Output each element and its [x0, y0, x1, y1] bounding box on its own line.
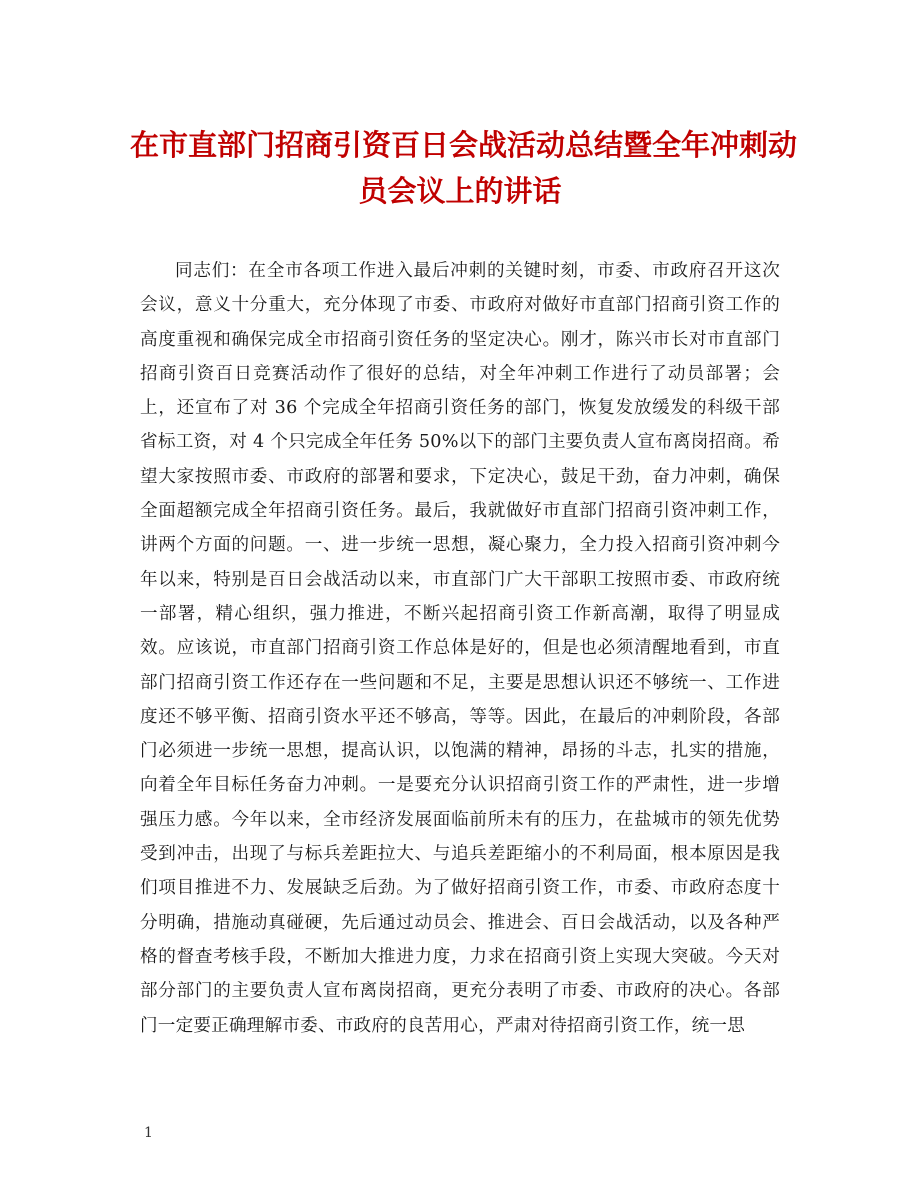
body-line: 强压力感。今年以来，全市经济发展面临前所未有的压力，在盐城市的领先优势 — [140, 809, 780, 830]
page-number: 1 — [144, 1125, 153, 1141]
body-line: 省标工资，对 4 个只完成全年任务 50%以下的部门主要负责人宣布离岗招商。希 — [140, 432, 780, 453]
body-line: 分明确，措施动真碰硬，先后通过动员会、推进会、百日会战活动，以及各种严 — [140, 912, 780, 933]
body-line: 向着全年目标任务奋力冲刺。一是要充分认识招商引资工作的严肃性，进一步增 — [140, 775, 780, 796]
body-line: 部门招商引资工作还存在一些问题和不足，主要是思想认识还不够统一、工作进 — [140, 672, 780, 693]
body-line: 一部署，精心组织，强力推进，不断兴起招商引资工作新高潮，取得了明显成 — [140, 603, 780, 624]
body-line: 讲两个方面的问题。一、进一步统一思想，凝心聚力，全力投入招商引资冲刺今 — [140, 535, 780, 556]
body-line: 同志们：在全市各项工作进入最后冲刺的关键时刻，市委、市政府召开这次 — [175, 261, 780, 281]
body-line: 招商引资百日竞赛活动作了很好的总结，对全年冲刺工作进行了动员部署；会 — [140, 363, 780, 384]
body-line: 望大家按照市委、市政府的部署和要求，下定决心，鼓足干劲，奋力冲刺，确保 — [140, 466, 780, 487]
title-line: 在市直部门招商引资百日会战活动总结暨全年冲刺动 — [130, 128, 798, 162]
body-line: 格的督查考核手段，不断加大推进力度，力求在招商引资上实现大突破。今天对 — [140, 946, 780, 967]
body-line: 度还不够平衡、招商引资水平还不够高，等等。因此，在最后的冲刺阶段，各部 — [140, 706, 780, 727]
body-line: 门必须进一步统一思想，提高认识，以饱满的精神，昂扬的斗志，扎实的措施， — [140, 741, 780, 762]
body-line: 部分部门的主要负责人宣布离岗招商，更充分表明了市委、市政府的决心。各部 — [140, 981, 780, 1002]
body-line: 上，还宣布了对 36 个完成全年招商引资任务的部门，恢复发放缓发的科级干部 — [140, 398, 780, 419]
body-line: 年以来，特别是百日会战活动以来，市直部门广大干部职工按照市委、市政府统 — [140, 569, 780, 590]
body-line: 全面超额完成全年招商引资任务。最后，我就做好市直部门招商引资冲刺工作， — [140, 501, 780, 522]
body-line: 效。应该说，市直部门招商引资工作总体是好的，但是也必须清醒地看到，市直 — [140, 638, 780, 659]
document-title — [130, 122, 798, 214]
speech-body — [140, 254, 780, 1043]
body-line: 高度重视和确保完成全市招商引资任务的坚定决心。刚才，陈兴市长对市直部门 — [140, 329, 780, 350]
body-line: 受到冲击，出现了与标兵差距拉大、与追兵差距缩小的不利局面，根本原因是我 — [140, 844, 780, 865]
body-line: 们项目推进不力、发展缺乏后劲。为了做好招商引资工作，市委、市政府态度十 — [140, 878, 780, 899]
body-line: 会议，意义十分重大，充分体现了市委、市政府对做好市直部门招商引资工作的 — [140, 295, 780, 316]
title-line: 员会议上的讲话 — [358, 174, 562, 208]
body-line: 门一定要正确理解市委、市政府的良苦用心，严肃对待招商引资工作，统一思 — [140, 1015, 745, 1036]
